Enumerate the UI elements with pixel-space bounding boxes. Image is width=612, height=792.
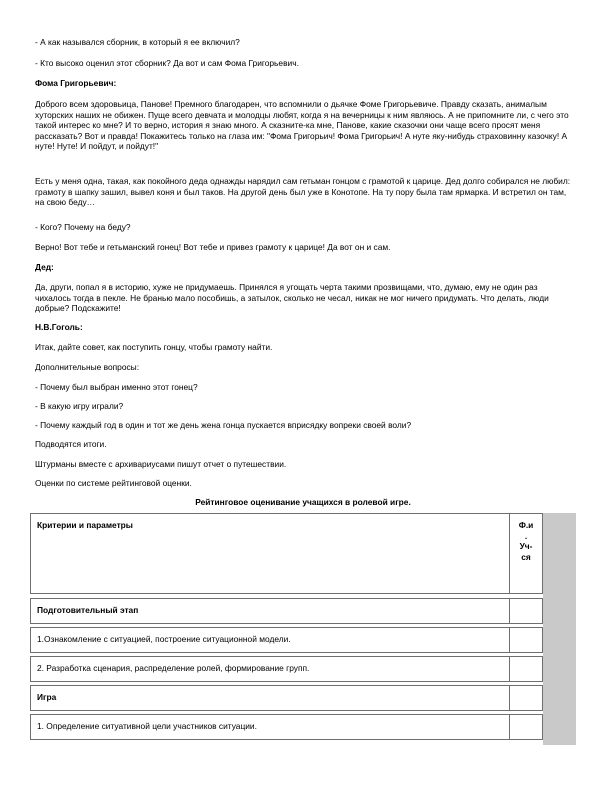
- dialogue-line: - Кого? Почему на беду?: [35, 222, 131, 232]
- table-row-stage: Игра: [30, 685, 510, 711]
- header-line: .: [524, 530, 528, 541]
- text-line: Итак, дайте совет, как поступить гонцу, чтобы грамоту найти.: [35, 342, 273, 352]
- speech-paragraph: Да, други, попал я в историю, хуже не придумаешь. Принялся я угощать черта такими прозвищами, что, думаю, ему не один раз чихалось тогда в пекле. Не бранью мало пособишь, а затылок, сколько не чесал, никак не мог ничего придумать. Что делать, люди добрые? Подскажите!: [35, 282, 549, 314]
- text-line: Оценки по системе рейтинговой оценки.: [35, 478, 192, 488]
- text-line: Штурманы вместе с архивариусами пишут отчет о путешествии.: [35, 459, 287, 469]
- speech-paragraph: Есть у меня одна, такая, как покойного деда однажды нарядил сам гетьман гонцом с грамотой к царице. Дед долго собирался не любил: грамоту в шапку зашил, вывел коня и был таков. На другой день был уже в Конотопе. На ту пору была там ярмарка. И встретил он там, на свою беду…: [35, 176, 571, 208]
- table-cell-empty: [509, 656, 543, 682]
- table-cell-empty: [509, 714, 543, 740]
- question-line: - В какую игру играли?: [35, 401, 124, 411]
- table-header-criteria: Критерии и параметры: [30, 513, 510, 594]
- table-row: 1.Ознакомление с ситуацией, построение ситуационной модели.: [30, 627, 510, 653]
- table-cell-empty: [509, 598, 543, 624]
- speaker-label: Фома Григорьевич:: [35, 78, 117, 88]
- table-row-stage: Подготовительный этап: [30, 598, 510, 624]
- speaker-label: Н.В.Гоголь:: [35, 322, 83, 332]
- table-title: Рейтинговое оценивание учащихся в ролевой игре.: [195, 497, 411, 507]
- text-line: Подводятся итоги.: [35, 439, 107, 449]
- header-line: ся: [521, 551, 531, 562]
- table-cell-empty: [509, 627, 543, 653]
- rating-table: [30, 513, 576, 745]
- table-header-student: [509, 513, 543, 594]
- speaker-label: Дед:: [35, 262, 54, 272]
- header-line: Уч-: [519, 541, 533, 552]
- question-line: - Почему был выбран именно этот гонец?: [35, 382, 198, 392]
- table-row: 1. Определение ситуативной цели участников ситуации.: [30, 714, 510, 740]
- text-line: Дополнительные вопросы:: [35, 362, 140, 372]
- speech-paragraph: Верно! Вот тебе и гетьманский гонец! Вот тебе и привез грамоту к царице! Да вот он и сам.: [35, 242, 391, 252]
- table-cell-empty: [509, 685, 543, 711]
- header-line: Ф.и: [518, 520, 534, 530]
- table-row: 2. Разработка сценария, распределение ролей, формирование групп.: [30, 656, 510, 682]
- speech-paragraph: Доброго всем здоровьица, Панове! Премного благодарен, что вспомнили о дьячке Фоме Григорьевиче. Правду сказать, анималым хуторских наших не обижен. Пуще всего девчата и молодцы любят, когда я на вечерницы к ним являюсь. А не припомните ли, с чего это такой интерес ко мне? И то верно, история я знаю много. А сказните-ка мне, Панове, какие сказочки они чаще всего просят меня рассказать? Вот и правда! Покажитесь только на глаза им: "Фома Григорьич! Фома Григорьич! А нуте яку-нибудь страховинну казочку! А нуте! Нуте! И пойдут, и пойдут!": [35, 99, 569, 152]
- dialogue-line: - Кто высоко оценил этот сборник? Да вот и сам Фома Григорьевич.: [35, 58, 299, 68]
- table-shaded-column: [543, 513, 576, 745]
- dialogue-line: - А как назывался сборник, в который я ее включил?: [35, 37, 240, 47]
- question-line: - Почему каждый год в один и тот же день жена гонца пускается вприсядку вопреки своей воли?: [35, 420, 412, 430]
